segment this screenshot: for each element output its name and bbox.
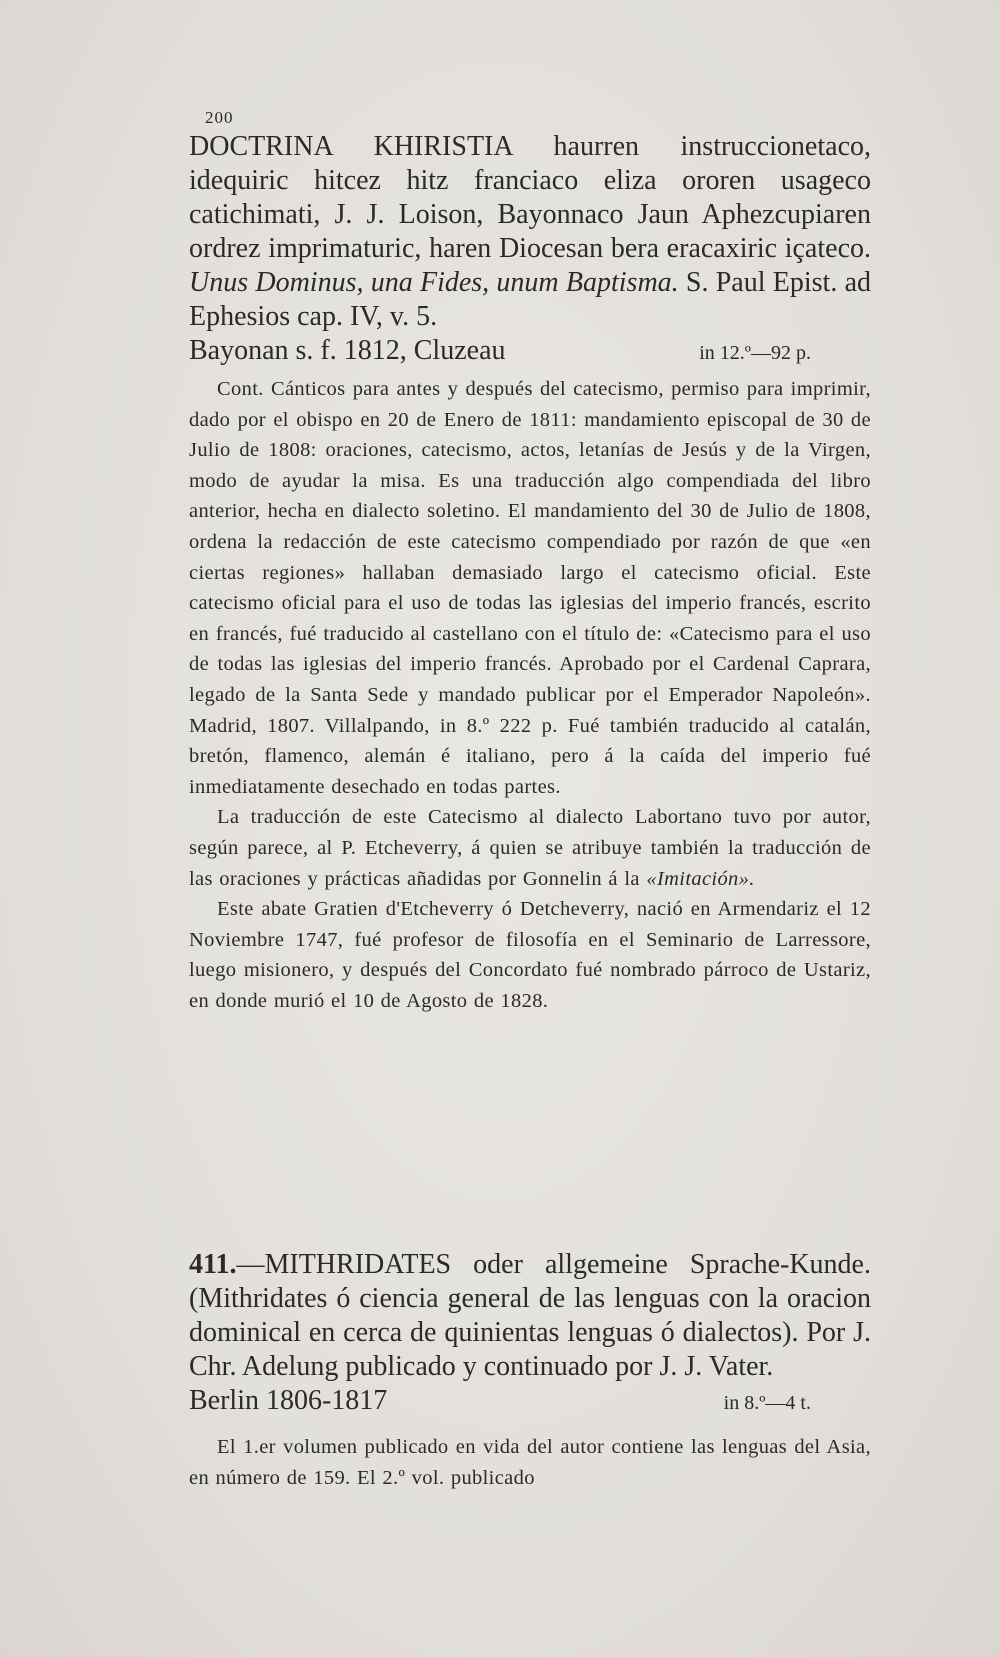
imprint-format: in 12.º—92 p. <box>699 342 811 364</box>
note-paragraph-translation-text: La traducción de este Catecismo al dialecto Labortano tuvo por autor, según parece, al P. Etcheverry, á quien se atribuye también la traducción de las oraciones y prácticas añadidas por Gonnelin á la <box>189 806 871 890</box>
entry-notes <box>189 374 871 1016</box>
entry-title-text: DOCTRINA KHIRISTIA haurren instruccionetaco, idequiric hitcez hitz franciaco eliza ororen usageco catichimati, J. J. Loison, Bayonnaco Jaun Aphezcupiaren ordrez imprimaturic, haren Diocesan bera eracaxiric içateco. <box>189 131 871 264</box>
imprint-format: in 8.º—4 t. <box>723 1392 811 1414</box>
entry-title <box>189 130 871 334</box>
entry-number: 411. <box>189 1249 237 1280</box>
note-paragraph-translation <box>189 802 871 894</box>
entry-imprint <box>189 1384 871 1420</box>
page-number: 200 <box>205 108 234 127</box>
entry-title-text: —MITHRIDATES oder allgemeine Sprache-Kunde. (Mithridates ó ciencia general de las lenguas con la oracion dominical en cerca de quinientas lenguas ó dialectos). Por J. Chr. Adelung publicado y continuado por J. J. Vater. <box>189 1249 871 1382</box>
bibliography-entry-410 <box>189 130 871 1016</box>
entry-title <box>189 1248 871 1384</box>
imprint-place-date: Berlin 1806-1817 <box>189 1385 388 1416</box>
note-paragraph-contents: Cont. Cánticos para antes y después del catecismo, permiso para imprimir, dado por el obispo en 20 de Enero de 1811: mandamiento episcopal de 30 de Julio de 1808: oraciones, catecismo, actos, letanías de Jesús y de la Virgen, modo de ayudar la misa. Es una traducción algo compendiada del libro anterior, hecha en dialecto soletino. El mandamiento del 30 de Julio de 1808, ordena la redacción de este catecismo compendiado por razón de que «en ciertas regiones» hallaban demasiado largo el catecismo oficial. Este catecismo oficial para el uso de todas las iglesias del imperio francés, escrito en francés, fué traducido al castellano con el título de: «Catecismo para el uso de todas las iglesias del imperio francés. Aprobado por el Cardenal Caprara, legado de la Santa Sede y mandado publicar por el Emperador Napoleón». Madrid, 1807. Villalpando, in 8.º 222 p. Fué también traducido al catalán, bretón, flamenco, alemán é italiano, pero á la caída del imperio fué inmediatamente desechado en todas partes. <box>189 378 871 798</box>
entry-notes <box>189 1432 871 1493</box>
entry-title-reference: S. Paul Epist. ad Ephesios cap. IV, v. 5. <box>189 267 871 332</box>
bibliography-entry-411 <box>189 1248 871 1493</box>
note-paragraph: El 1.er volumen publicado en vida del autor contiene las lenguas del Asia, en número de 159. El 2.º vol. publicado <box>189 1436 871 1489</box>
note-paragraph-biography: Este abate Gratien d'Etcheverry ó Detcheverry, nació en Armendariz el 12 Noviembre 1747, fué profesor de filosofía en el Seminario de Larressore, luego misionero, y después del Concordato fué nombrado párroco de Ustariz, en donde murió el 10 de Agosto de 1828. <box>189 898 871 1012</box>
note-italic-title: «Imitación». <box>646 867 755 890</box>
entry-title-motto: Unus Dominus, una Fides, unum Baptisma. <box>189 267 679 298</box>
imprint-place-date-printer: Bayonan s. f. 1812, Cluzeau <box>189 335 506 366</box>
entry-imprint <box>189 334 871 370</box>
